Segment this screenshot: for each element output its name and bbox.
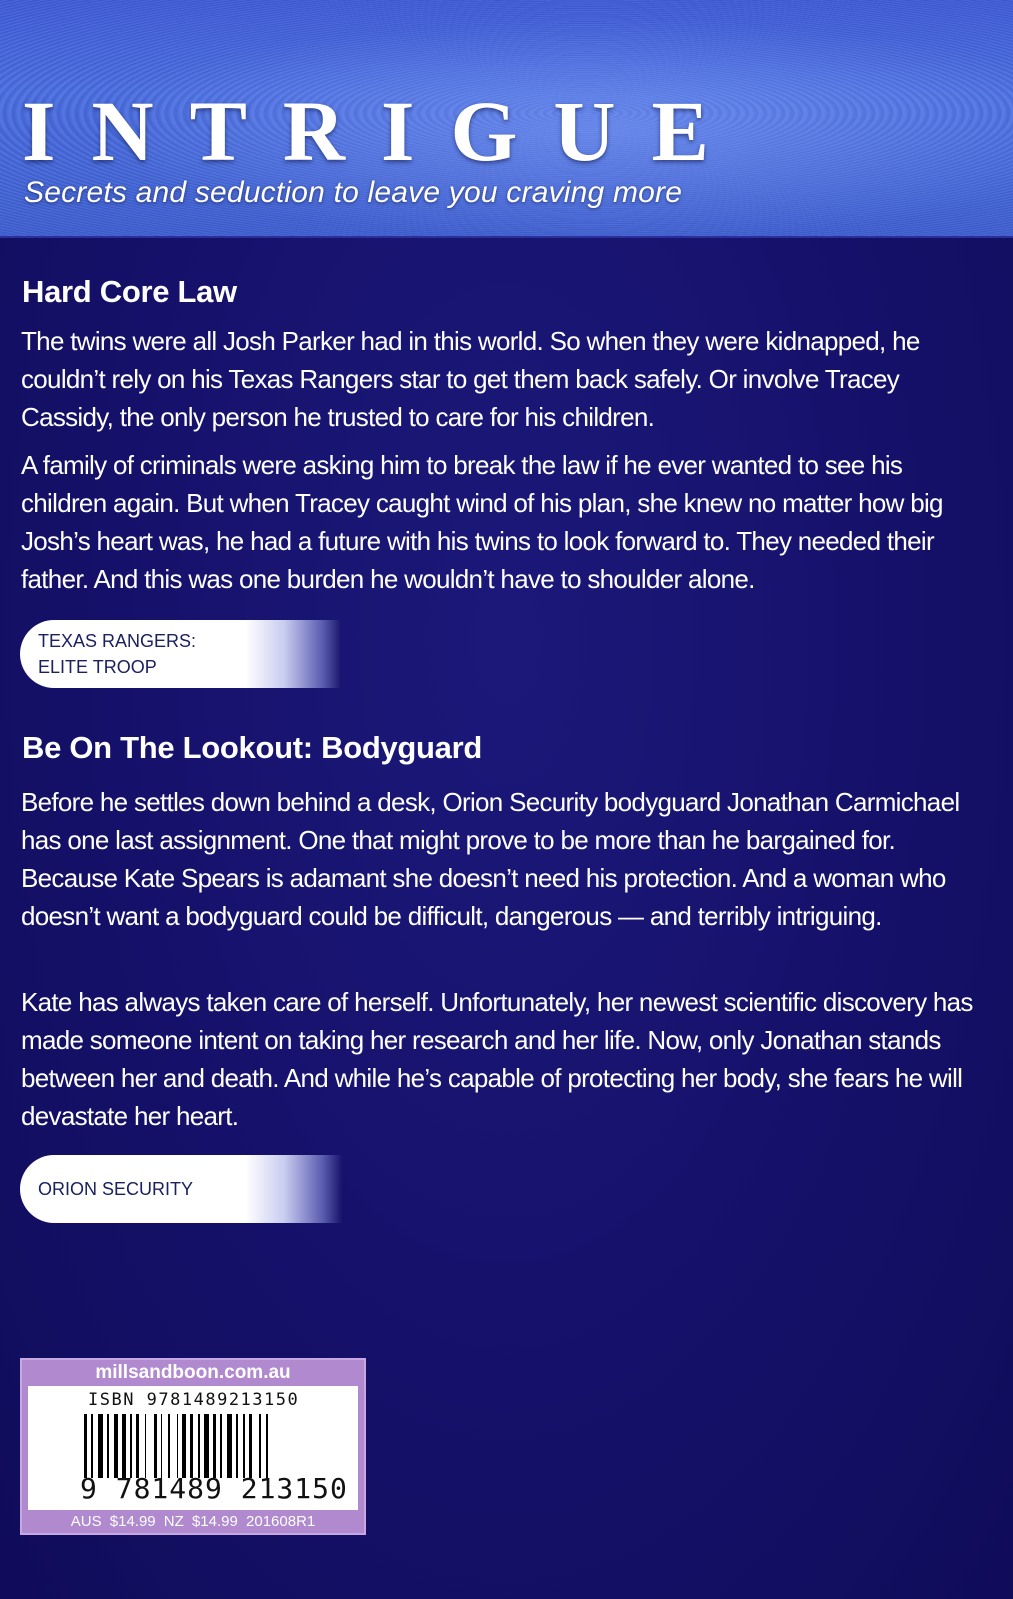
book-2-paragraph-2: Kate has always taken care of herself. Unfortunately, her newest scientific discovery has made someone intent on taking her research and her life. Now, only Jonathan stands between her and death. And while he’s capable of protecting her body, she fears he will devastate her heart. [21, 987, 973, 1131]
barcode-area [28, 1386, 358, 1510]
barcode-bar [177, 1414, 179, 1478]
barcode-bar [227, 1414, 232, 1478]
barcode-bar [243, 1414, 245, 1478]
barcode-bar [204, 1414, 209, 1478]
barcode-bar [213, 1414, 216, 1478]
barcode-bar [182, 1414, 185, 1478]
barcode-bar [122, 1414, 127, 1478]
barcode-digits: 9 781489 213150 [80, 1472, 348, 1505]
barcode-bar [136, 1414, 139, 1478]
series-tab-1 [20, 620, 342, 688]
series-name-line-2: ELITE TROOP [38, 657, 157, 677]
barcode-bar [198, 1414, 200, 1478]
barcode-bar [91, 1414, 93, 1478]
barcode-bar [145, 1414, 147, 1478]
isbn-label: ISBN 9781489213150 [88, 1390, 300, 1410]
barcode-bar [107, 1414, 109, 1478]
barcode-bar [259, 1414, 261, 1478]
publisher-url: millsandboon.com.au [95, 1362, 291, 1383]
barcode-bar [190, 1414, 193, 1478]
barcode-bar [266, 1414, 268, 1478]
barcode-bars [84, 1414, 318, 1478]
barcode-bar [130, 1414, 132, 1478]
barcode-bar [98, 1414, 103, 1478]
tagline: Secrets and seduction to leave you craving more [24, 176, 683, 209]
book-title-2: Be On The Lookout: Bodyguard [22, 730, 483, 765]
barcode-bar [114, 1414, 117, 1478]
barcode-bar [154, 1414, 157, 1478]
book-1-paragraph-2: A family of criminals were asking him to break the law if he ever wanted to see his children again. But when Tracey caught wind of his plan, she knew no matter how big Josh’s heart was, he had a future with his twins to look forward to. They needed their father. And this was one burden he wouldn’t have to shoulder alone. [21, 450, 943, 594]
brand-logo: INTRIGUE [22, 83, 745, 179]
barcode-bar [236, 1414, 238, 1478]
price-line: AUS $14.99 NZ $14.99 201608R1 [70, 1513, 316, 1530]
barcode-bar [220, 1414, 222, 1478]
series-tab-2 [20, 1155, 342, 1223]
book-2-paragraph-1: Before he settles down behind a desk, Orion Security bodyguard Jonathan Carmichael has one last assignment. One that might prove to be more than he bargained for. Because Kate Spears is adamant she doesn’t need his protection. And a woman who doesn’t want a bodyguard could be difficult, dangerous — and terribly intriguing. [21, 787, 960, 931]
barcode-bar [168, 1414, 170, 1478]
barcode-bar [84, 1414, 87, 1478]
barcode-bar [249, 1414, 252, 1478]
header-banner [0, 0, 1013, 238]
barcode-panel [20, 1358, 366, 1535]
series-name-line: ORION SECURITY [38, 1179, 194, 1199]
barcode-bar [161, 1414, 163, 1478]
series-name-line-1: TEXAS RANGERS: [38, 631, 197, 651]
book-1-paragraph-1: The twins were all Josh Parker had in this world. So when they were kidnapped, he couldn’t rely on his Texas Rangers star to get them back safely. Or involve Tracey Cassidy, the only person he trusted to care for his children. [21, 326, 920, 432]
book-title-1: Hard Core Law [22, 274, 237, 309]
